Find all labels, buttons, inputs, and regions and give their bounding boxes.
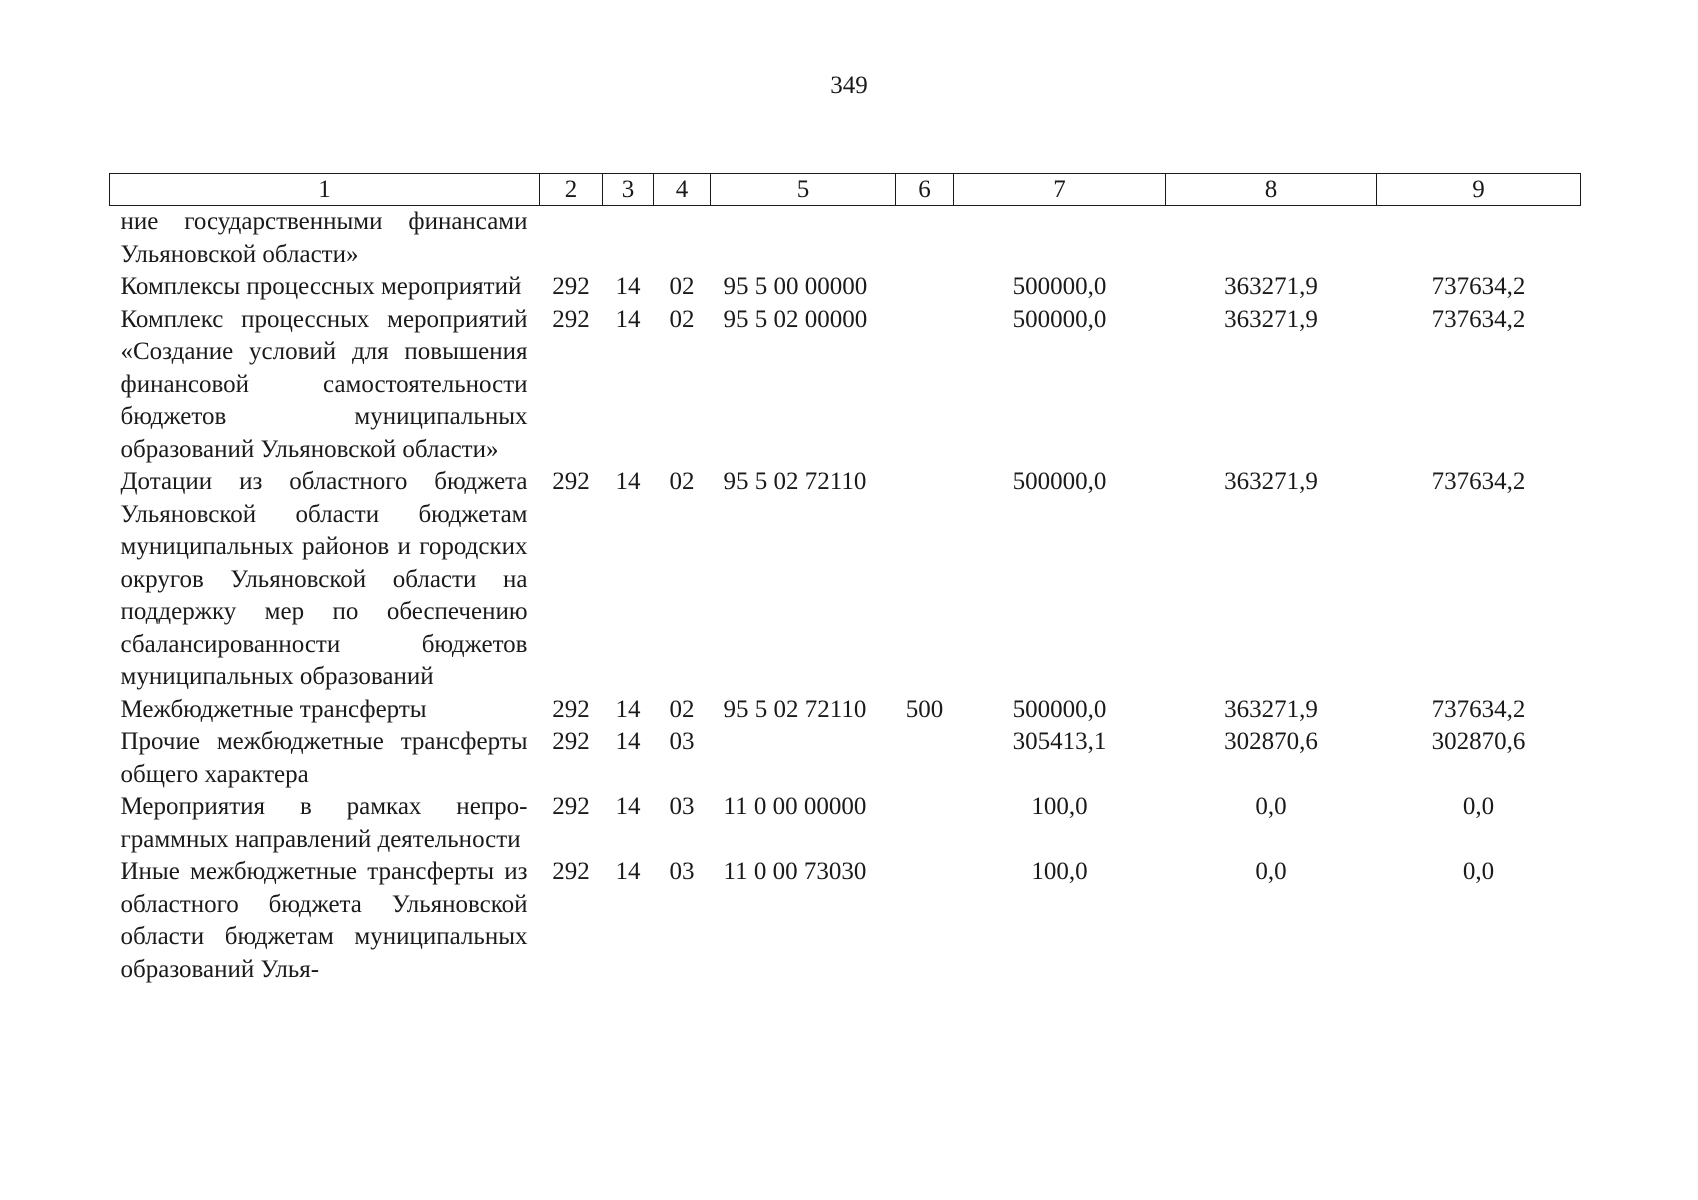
row-col-2: 292	[552, 728, 590, 755]
row-col-2: 292	[552, 305, 590, 333]
row-col-3: 14	[615, 695, 641, 723]
table-row	[110, 791, 1581, 856]
table-header-row	[110, 174, 1581, 206]
row-col-6	[896, 856, 954, 986]
row-name: Дотации из областного бюджета Ульяновской области бюджетам муниципальных районов и городских округов Ульяновской области на поддержку мер по обеспечению сбалансированности бюджетов муниципальных образований	[120, 468, 528, 690]
row-col-5: 95 5 00 00000	[723, 273, 868, 300]
row-name: Комплексы процессных мероприятий	[120, 273, 522, 300]
row-col-5	[711, 206, 896, 272]
row-col-8	[1166, 206, 1377, 272]
row-name: ние государственными финансами Ульяновской области»	[120, 208, 528, 268]
row-col-9	[1377, 206, 1581, 272]
row-col-5: 95 5 02 72110	[723, 468, 867, 495]
table-row	[110, 206, 1581, 272]
row-col-3: 14	[615, 305, 641, 333]
row-col-6	[896, 791, 954, 856]
row-col-8: 302870,6	[1224, 728, 1318, 755]
row-name: Мероприятия в рамках непрограммных направлений деятельности	[120, 793, 528, 853]
row-col-8: 0,0	[1255, 793, 1287, 820]
table-row	[110, 856, 1581, 986]
row-col-9: 302870,6	[1431, 728, 1526, 755]
row-col-2: 292	[552, 858, 590, 885]
header-col-1: 1	[110, 174, 540, 206]
row-col-2: 292	[552, 793, 590, 820]
row-name: Межбюджетные трансферты	[120, 695, 427, 723]
row-col-7: 100,0	[1031, 793, 1088, 820]
row-col-5	[711, 726, 896, 791]
row-col-3	[603, 206, 654, 272]
row-col-7: 305413,1	[1012, 728, 1107, 755]
row-col-4: 02	[669, 695, 695, 723]
page-number: 349	[830, 72, 868, 99]
row-col-9: 737634,2	[1431, 695, 1526, 723]
row-col-8: 0,0	[1255, 858, 1287, 885]
header-col-5: 5	[711, 174, 896, 206]
row-col-8: 363271,9	[1224, 273, 1318, 300]
row-col-5: 95 5 02 72110	[723, 695, 867, 723]
row-col-9: 0,0	[1462, 858, 1495, 885]
row-col-2: 292	[552, 273, 590, 300]
row-col-5: 11 0 00 73030	[723, 858, 867, 885]
row-col-6	[896, 304, 954, 467]
row-col-3: 14	[615, 858, 641, 885]
row-col-3: 14	[615, 793, 641, 820]
row-col-4: 02	[669, 305, 695, 333]
budget-table	[109, 173, 1581, 986]
row-col-6	[896, 726, 954, 791]
row-col-9: 0,0	[1462, 793, 1495, 820]
header-col-7: 7	[954, 174, 1166, 206]
row-col-4: 02	[669, 468, 695, 495]
row-col-7: 500000,0	[1012, 695, 1107, 723]
row-col-2: 292	[552, 468, 590, 495]
row-name: Комплекс процессных мероприятий «Создание условий для повышения финансовой самостоятельности бюджетов муниципальных образований Ульяновской области»	[120, 305, 528, 463]
row-col-4	[654, 206, 711, 272]
row-col-9: 737634,2	[1431, 468, 1526, 495]
header-col-2: 2	[540, 174, 603, 206]
row-col-5: 11 0 00 00000	[723, 793, 867, 820]
header-col-8: 8	[1166, 174, 1377, 206]
table-row	[110, 304, 1581, 467]
row-name: Прочие межбюджетные трансферты общего характера	[120, 728, 528, 788]
table-row	[110, 694, 1581, 727]
row-col-6	[896, 206, 954, 272]
row-col-3: 14	[615, 468, 641, 495]
table-row	[110, 466, 1581, 694]
row-col-4: 03	[669, 793, 695, 820]
row-col-9: 737634,2	[1431, 273, 1526, 300]
row-col-6	[896, 466, 954, 694]
row-col-4: 02	[669, 273, 695, 300]
row-col-7	[954, 206, 1166, 272]
row-col-6: 500	[905, 695, 944, 723]
header-col-4: 4	[654, 174, 711, 206]
row-col-3: 14	[615, 273, 641, 300]
row-col-7: 100,0	[1031, 858, 1088, 885]
row-col-9: 737634,2	[1431, 305, 1526, 333]
row-col-7: 500000,0	[1012, 273, 1107, 300]
row-col-7: 500000,0	[1012, 468, 1107, 495]
header-col-9: 9	[1377, 174, 1581, 206]
row-col-5: 95 5 02 00000	[723, 305, 868, 333]
row-name: Иные межбюджетные трансферты из областного бюджета Ульяновской области бюджетам муниципальных образований Улья-	[120, 858, 528, 983]
row-col-2	[540, 206, 603, 272]
table-row	[110, 271, 1581, 304]
header-col-3: 3	[603, 174, 654, 206]
row-col-2: 292	[552, 695, 590, 723]
row-col-7: 500000,0	[1012, 305, 1107, 333]
row-col-4: 03	[669, 728, 695, 755]
row-col-6	[896, 271, 954, 304]
row-col-8: 363271,9	[1224, 468, 1318, 495]
row-col-4: 03	[669, 858, 695, 885]
header-col-6: 6	[896, 174, 954, 206]
row-col-8: 363271,9	[1224, 695, 1318, 723]
row-col-3: 14	[615, 728, 641, 755]
row-col-8: 363271,9	[1224, 305, 1318, 333]
table-row	[110, 726, 1581, 791]
